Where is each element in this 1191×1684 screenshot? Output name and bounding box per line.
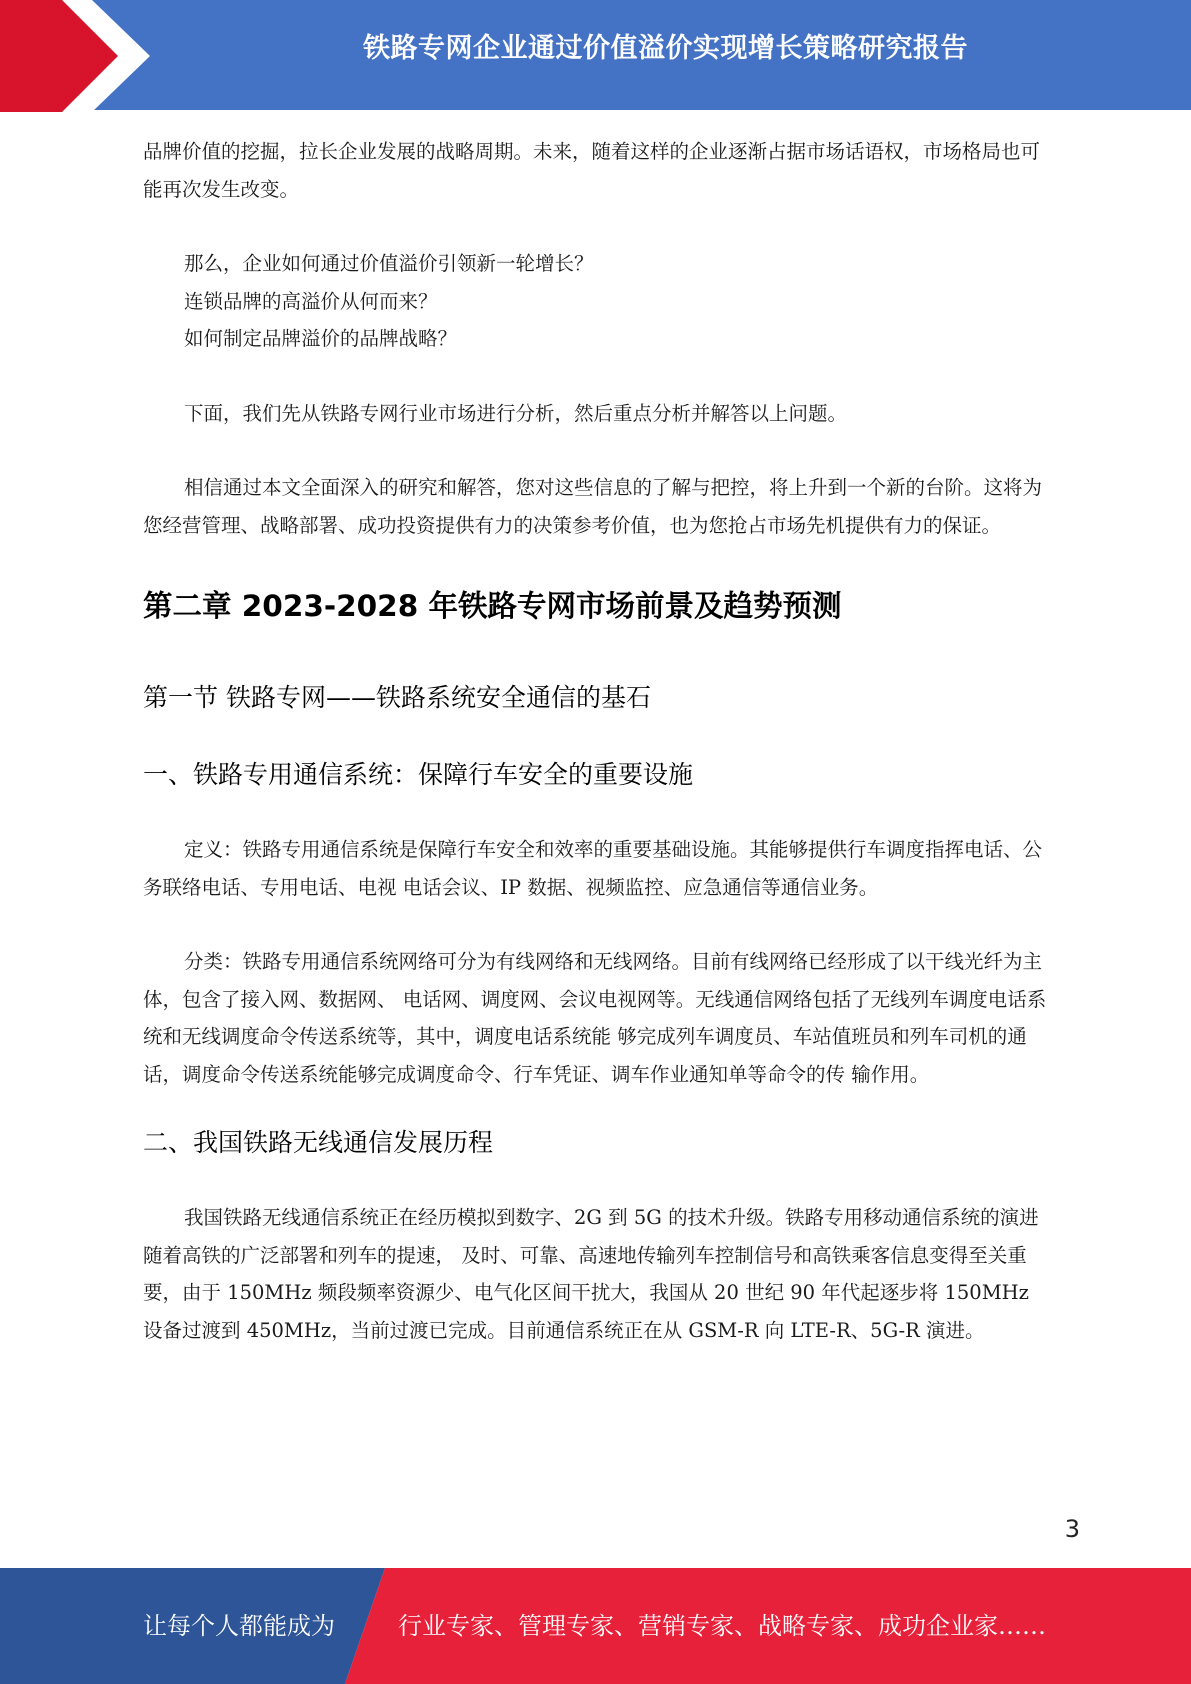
report-title: 铁路专网企业通过价值溢价实现增长策略研究报告 bbox=[363, 33, 968, 64]
page-content bbox=[143, 133, 1048, 1349]
chapter-title: 第二章 2023-2028 年铁路专网市场前景及趋势预测 bbox=[143, 589, 842, 623]
page-header bbox=[0, 0, 1191, 110]
subsection-title-1: 一、铁路专用通信系统：保障行车安全的重要设施 bbox=[143, 760, 694, 789]
subsection-title-2: 二、我国铁路无线通信发展历程 bbox=[143, 1128, 494, 1157]
question-item: 那么，企业如何通过价值溢价引领新一轮增长？ bbox=[184, 252, 594, 275]
classification-paragraph: 分类：铁路专用通信系统网络可分为有线网络和无线网络。目前有线网络已经形成了以干线光纤为主体，包含了接入网、数据网、 电话网、调度网、会议电视网等。无线通信网络包括了无线列车调度电话系统和无线调度命令传送系统等，其中，调度电话系统能 够完成列车调度员、车站值班员和列车司机的通话，调度命令传送系统能够完成调度命令、行车凭证、调车作业通知单等命令的传 输作用。 bbox=[143, 950, 1047, 1086]
question-list bbox=[143, 245, 1048, 358]
page-number: 3 bbox=[1064, 1515, 1080, 1543]
section-title: 第一节 铁路专网——铁路系统安全通信的基石 bbox=[143, 683, 651, 712]
definition-paragraph: 定义：铁路专用通信系统是保障行车安全和效率的重要基础设施。其能够提供行车调度指挥电话、公务联络电话、专用电话、电视 电话会议、IP 数据、视频监控、应急通信等通信业务。 bbox=[143, 838, 1043, 899]
header-arrow-decoration bbox=[0, 0, 160, 112]
intro-paragraph: 品牌价值的挖掘，拉长企业发展的战略周期。未来，随着这样的企业逐渐占据市场话语权，市场格局也可能再次发生改变。 bbox=[143, 140, 1041, 201]
footer-slogan-left: 让每个人都能成为 bbox=[143, 1612, 335, 1640]
analysis-paragraph: 下面，我们先从铁路专网行业市场进行分析，然后重点分析并解答以上问题。 bbox=[184, 401, 848, 425]
question-item: 连锁品牌的高溢价从何而来？ bbox=[184, 289, 438, 313]
development-paragraph: 我国铁路无线通信系统正在经历模拟到数字、2G 到 5G 的技术升级。铁路专用移动通信系统的演进随着高铁的广泛部署和列车的提速， 及时、可靠、高速地传输列车控制信号和高铁乘客信息变得至关重要，由于 150MHz 频段频率资源少、电气化区间干扰大，我国从 20 世纪 90 年代起逐步将 150MHz 设备过渡到 450MHz，当前过渡已完成。目前通信系统正在从 GSM-R 向 LTE-R、5G-R 演进。 bbox=[143, 1206, 1039, 1342]
question-item: 如何制定品牌溢价的品牌战略？ bbox=[184, 327, 458, 350]
page-footer bbox=[0, 1568, 1191, 1684]
footer-slogan-right: 行业专家、管理专家、营销专家、战略专家、成功企业家…… bbox=[398, 1612, 1046, 1640]
value-paragraph: 相信通过本文全面深入的研究和解答，您对这些信息的了解与把控，将上升到一个新的台阶。这将为您经营管理、战略部署、成功投资提供有力的决策参考价值，也为您抢占市场先机提供有力的保证。 bbox=[143, 476, 1043, 537]
